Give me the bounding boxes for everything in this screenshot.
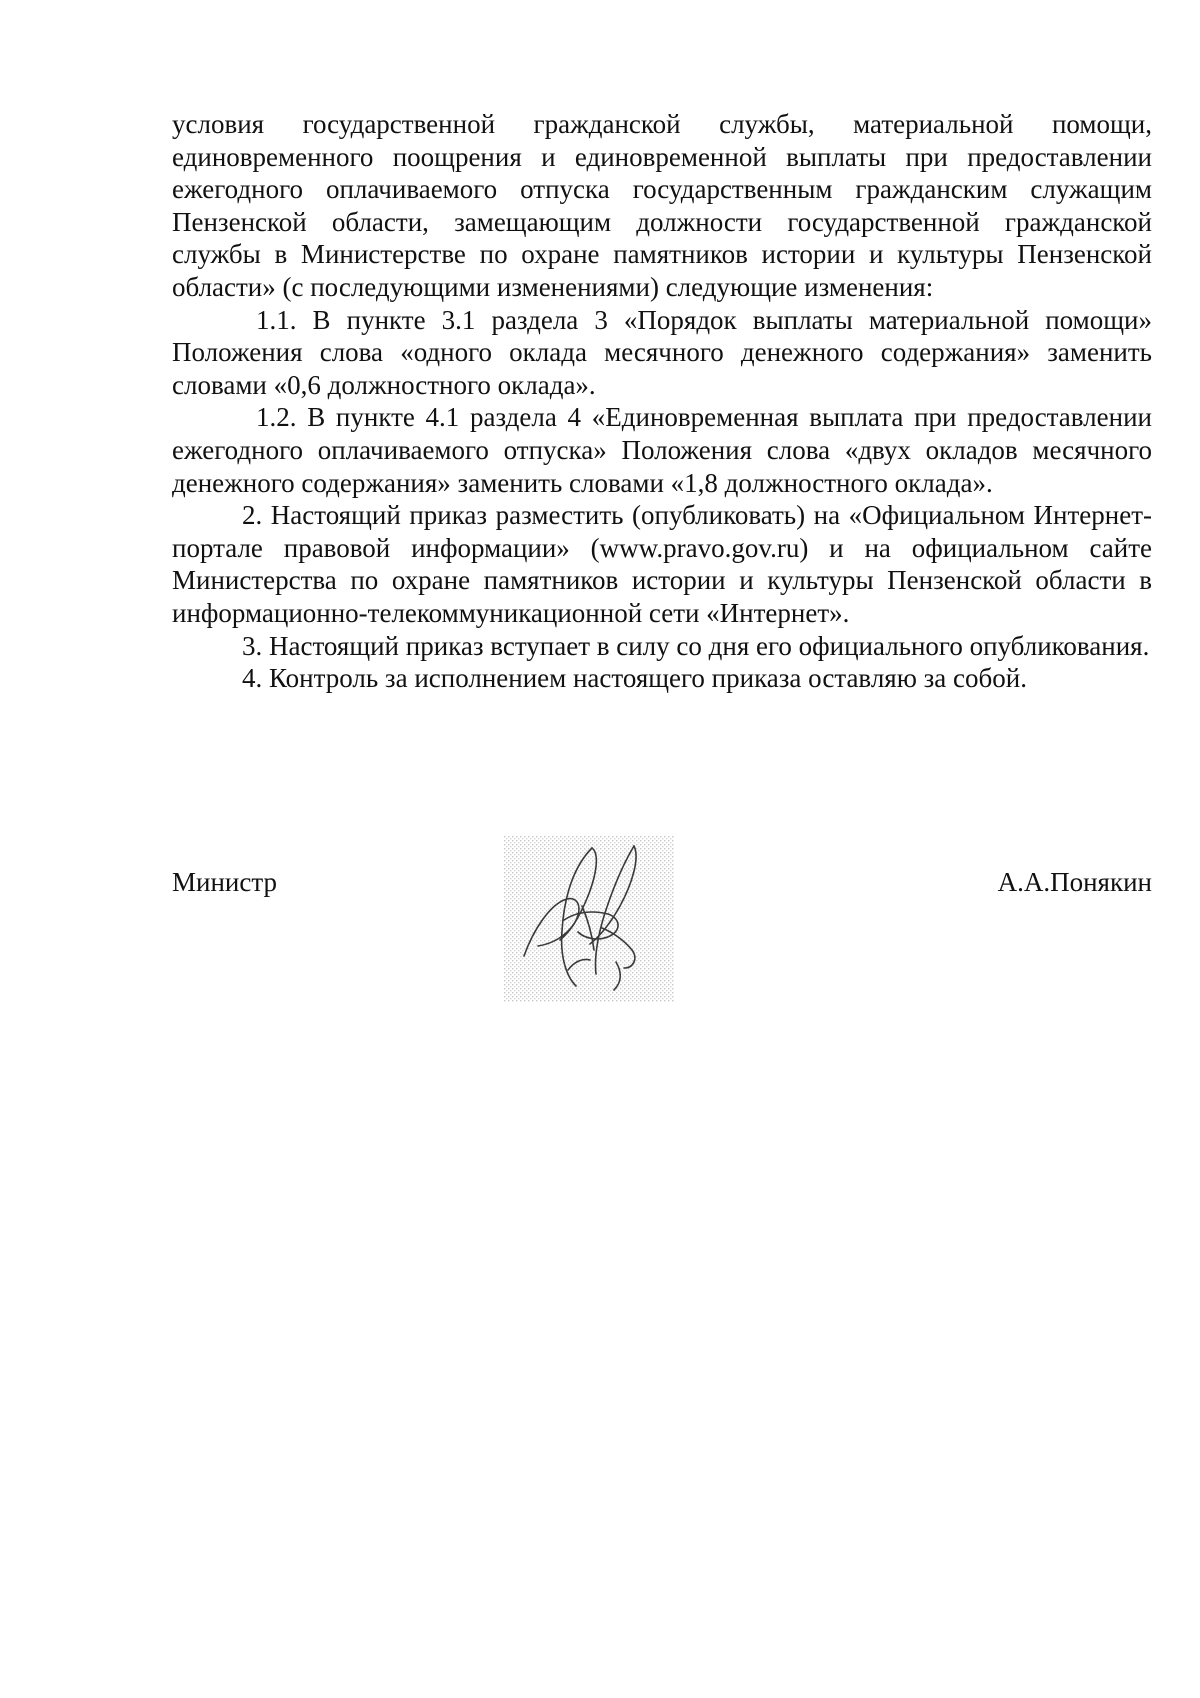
- paragraph-item-3: 3. Настоящий приказ вступает в силу со дня его официального опубликования.: [242, 630, 1150, 661]
- paragraph-item-1-2: 1.2. В пункте 4.1 раздела 4 «Единовременная выплата при предоставлении ежегодного оплачиваемого отпуска» Положения слова «двух окладов месячного денежного содержания» заменить словами «1,8 должностного оклада».: [172, 402, 1152, 498]
- document-body: [172, 108, 1152, 695]
- paragraph-item-2: 2. Настоящий приказ разместить (опубликовать) на «Официальном Интернет-портале правовой информации» (www.pravo.gov.ru) и на официальном сайте Министерства по охране памятников истории и культуры Пензенской области в информационно-телекоммуникационной сети «Интернет».: [172, 500, 1152, 628]
- signature-block: [172, 836, 1152, 1016]
- paragraph-item-1-1: 1.1. В пункте 3.1 раздела 3 «Порядок выплаты материальной помощи» Положения слова «одного оклада месячного денежного содержания» заменить словами «0,6 должностного оклада».: [172, 304, 1152, 400]
- signatory-position: Министр: [172, 867, 277, 897]
- handwritten-signature-image: [504, 836, 674, 1002]
- signatory-name: А.А.Понякин: [997, 867, 1152, 897]
- paragraph-item-4: 4. Контроль за исполнением настоящего приказа оставляю за собой.: [242, 663, 1027, 694]
- paragraph-intro-continuation: условия государственной гражданской службы, материальной помощи, единовременного поощрения и единовременной выплаты при предоставлении ежегодного оплачиваемого отпуска государственным гражданским служащим Пензенской области, замещающим должности государственной гражданской службы в Министерстве по охране памятников истории и культуры Пензенской области» (с последующими изменениями) следующие изменения:: [172, 109, 1152, 302]
